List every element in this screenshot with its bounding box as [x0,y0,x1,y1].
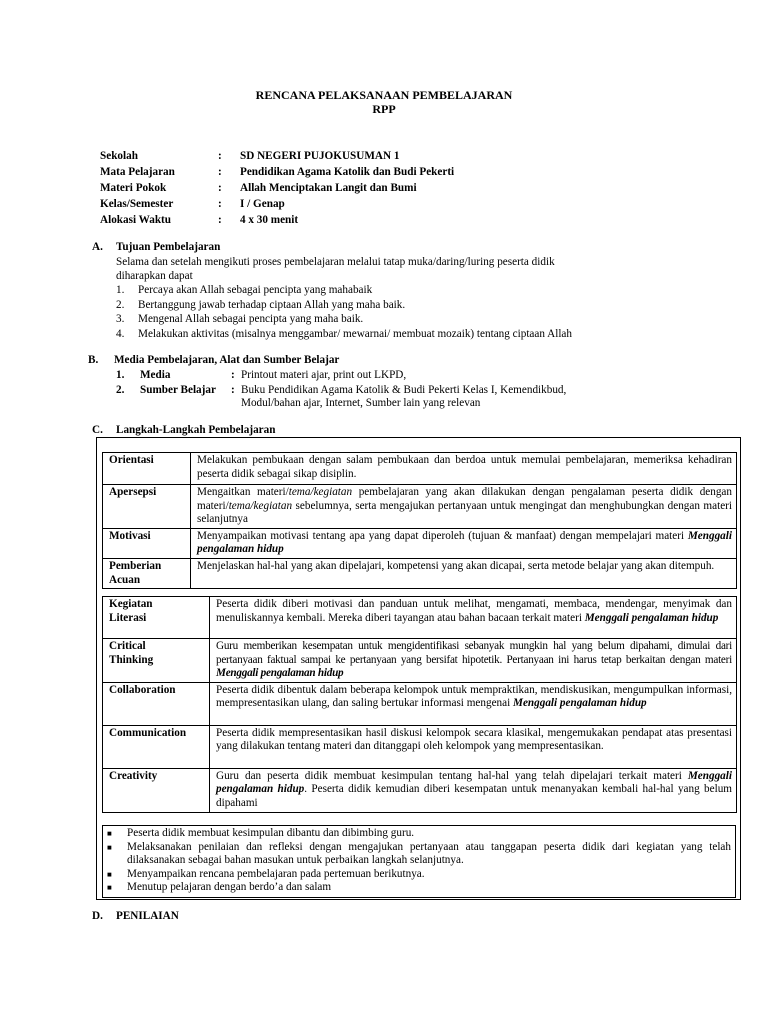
row-content: Melakukan pembukaan dengan salam pembukaan dan berdoa untuk memulai pembelajaran, memeriksa kehadiran peserta didik sebagai sikap disiplin. [191,453,737,485]
section-letter: B. [88,354,99,366]
list-text: Peserta didik membuat kesimpulan dibantu dan dibimbing guru. [127,827,415,839]
label-line: Critical [109,640,146,652]
list-item [107,827,731,841]
media-row [116,369,661,383]
label-line: Literasi [109,611,147,624]
list-item [116,284,572,299]
table-row [103,558,737,588]
list-text: Percaya akan Allah sebagai pencipta yang mahabaik [138,284,373,296]
row-content [210,725,737,768]
row-label: Creativity [103,768,210,812]
identity-value: Allah Menciptakan Langit dan Bumi [240,182,417,194]
identity-colon: : [218,198,222,210]
section-d-heading [92,910,179,924]
content-emphasis: Menggali pengalaman hidup [584,611,719,624]
table-row [103,485,737,529]
content-text: Guru dan peserta didik membuat kesimpulan tentang hal-hal yang telah dipelajari terkait materi [216,769,688,782]
table-row [103,639,737,683]
content-text: Peserta didik dibentuk dalam beberapa kelompok untuk mempraktikan, mendiskusikan, mengumpulkan informasi, mempresentasikan ulang, dan saling bertukar informasi mengenai [216,683,732,710]
row-label [103,597,210,639]
square-bullet-icon: ■ [107,842,112,852]
row-label: Apersepsi [103,485,191,529]
label-line: Thinking [109,653,154,666]
label-line: Pemberian [109,559,162,572]
section-a-heading [92,241,220,255]
identity-block [100,150,454,230]
list-item [116,299,572,314]
list-number: 2. [116,298,125,311]
table-row [103,528,737,558]
source-label: Sumber Belajar [140,383,216,396]
list-item [107,868,731,882]
identity-colon: : [218,150,222,162]
identity-row [100,182,454,198]
content-emphasis: Menggali pengalaman hidup [216,667,344,680]
source-row [116,384,661,411]
identity-colon: : [218,214,222,226]
content-text: sebelumnya, serta mengajukan pertanyaan untuk mengingat dan menghubungkan dengan materi selanjutnya [197,499,732,526]
identity-value: I / Genap [240,198,285,210]
document-subtitle: RPP [372,102,396,116]
row-label: Collaboration [103,682,210,725]
identity-row [100,166,454,182]
square-bullet-icon: ■ [107,829,112,838]
list-number: 1. [116,284,125,296]
row-label [103,558,191,588]
row-label [103,639,210,683]
content-text: pembelajaran yang akan dilakukan dengan pengalaman peserta didik dengan materi/ [197,486,732,512]
identity-row [100,198,454,214]
identity-label: Kelas/Semester [100,198,174,210]
section-title: Media Pembelajaran, Alat dan Sumber Belajar [114,354,340,366]
content-italic: tema/kegiatan [228,499,293,512]
section-letter: D. [92,910,103,922]
label-line: Kegiatan [109,598,153,610]
table-row [103,682,737,725]
list-text: Melaksanakan penilaian dan refleksi dengan mengajukan pertanyaan atau tanggapan peserta didik dari kegiatan yang telah dilaksanakan sebagai bahan masukan untuk perbaikan langkah selanjutnya. [127,840,731,867]
core-table [102,596,737,813]
row-content: Menjelaskan hal-hal yang akan dipelajari, kompetensi yang akan dicapai, serta metode belajar yang akan ditempuh. [191,558,737,588]
list-text: Menyampaikan rencana pembelajaran pada pertemuan berikutnya. [127,867,425,880]
label-line: Acuan [109,573,141,586]
section-title: Tujuan Pembelajaran [116,241,221,253]
section-letter: C. [92,424,103,436]
list-number: 3. [116,313,125,325]
table-row [103,768,737,812]
list-item [116,313,572,328]
content-italic: tema/kegiatan [288,486,353,498]
table-row [103,725,737,768]
list-item [107,841,731,868]
source-value-line: Buku Pendidikan Agama Katolik & Budi Pekerti Kelas I, Kemendikbud, [241,383,567,396]
row-content [210,682,737,725]
content-text: Mengaitkan materi/ [197,486,289,498]
content-emphasis: Menggali pengalaman hidup [216,769,732,796]
identity-label: Mata Pelajaran [100,166,175,178]
row-label: Orientasi [103,453,191,485]
content-text: Peserta didik diberi motivasi dan panduan untuk melihat, mengamati, membaca, mendengar, menyimak dan menuliskannya kembali. Mereka diberi tayangan atau bahan bacaan terkait materi [216,598,732,624]
list-text: Melakukan aktivitas (misalnya menggambar/ mewarnai/ membuat mozaik) tentang ciptaan Allah [138,327,572,340]
table-row [103,453,737,485]
section-a-intro-cont: diharapkan dapat [116,270,193,282]
list-text: Mengenal Allah sebagai pencipta yang maha baik. [138,313,364,325]
section-title: PENILAIAN [116,910,179,922]
identity-label: Sekolah [100,150,138,162]
identity-label: Alokasi Waktu [100,214,171,226]
section-letter: A. [92,241,103,253]
content-text: Peserta didik mempresentasikan hasil diskusi kelompok secara klasikal, mengemukakan pendapat atas presentasi yang dilakukan tentang materi dan ditanggapi oleh kelompok yang mempresentasikan. [216,726,732,753]
section-title: Langkah-Langkah Pembelajaran [116,424,276,436]
square-bullet-icon: ■ [107,869,112,879]
media-colon: : [231,369,235,381]
square-bullet-icon: ■ [107,883,112,893]
list-item [116,328,572,343]
media-number: 1. [116,369,125,381]
identity-row [100,214,454,230]
section-b-heading [88,354,339,368]
row-content [210,597,737,639]
list-text: Bertanggung jawab terhadap ciptaan Allah yang maha baik. [138,298,406,311]
content-text: . Peserta didik kemudian diberi kesempatan untuk menanyakan kembali hal-hal yang belum dipahami [216,783,732,809]
identity-value: SD NEGERI PUJOKUSUMAN 1 [240,150,400,162]
content-text: Menyampaikan motivasi tentang apa yang dapat diperoleh (tujuan & manfaat) dengan mempelajari materi [197,529,688,542]
identity-row [100,150,454,166]
media-value: Printout materi ajar, print out LKPD, [241,369,407,381]
media-block [116,369,661,411]
row-label: Communication [103,725,210,768]
row-content [191,528,737,558]
content-emphasis: Menggali pengalaman hidup [513,697,647,710]
source-value-line: Modul/bahan ajar, Internet, Sumber lain yang relevan [241,397,481,410]
media-label: Media [140,369,171,381]
opening-table [102,452,737,589]
content-emphasis: Menggali pengalaman hidup [197,529,732,556]
row-content [191,485,737,529]
table-row [103,597,737,639]
source-value [241,384,661,411]
source-colon: : [231,383,235,396]
list-text: Menutup pelajaran dengan berdo’a dan salam [127,881,332,894]
document-title: RENCANA PELAKSANAAN PEMBELAJARAN [255,88,513,102]
identity-colon: : [218,166,222,178]
row-content [210,639,737,683]
objectives-list [116,284,572,342]
section-a-intro: Selama dan setelah mengikuti proses pembelajaran melalui tatap muka/daring/luring peserta didik [116,256,555,268]
list-number: 4. [116,327,125,340]
row-label: Motivasi [103,528,191,558]
identity-label: Materi Pokok [100,182,167,194]
section-c-heading [92,424,275,438]
list-item [107,881,731,895]
closing-list [102,825,736,898]
identity-value: Pendidikan Agama Katolik dan Budi Pekerti [240,166,455,178]
identity-colon: : [218,182,222,194]
identity-value: 4 x 30 menit [240,214,299,226]
source-number: 2. [116,383,125,396]
row-content [210,768,737,812]
content-text: Guru memberikan kesempatan untuk mengidentifikasi sebanyak mungkin hal yang belum dipahami, dimulai dari pertanyaan faktual sampai ke pertanyaan yang bersifat hipotetik. Pertanyaan ini harus tetap berkaitan dengan materi [216,640,732,666]
